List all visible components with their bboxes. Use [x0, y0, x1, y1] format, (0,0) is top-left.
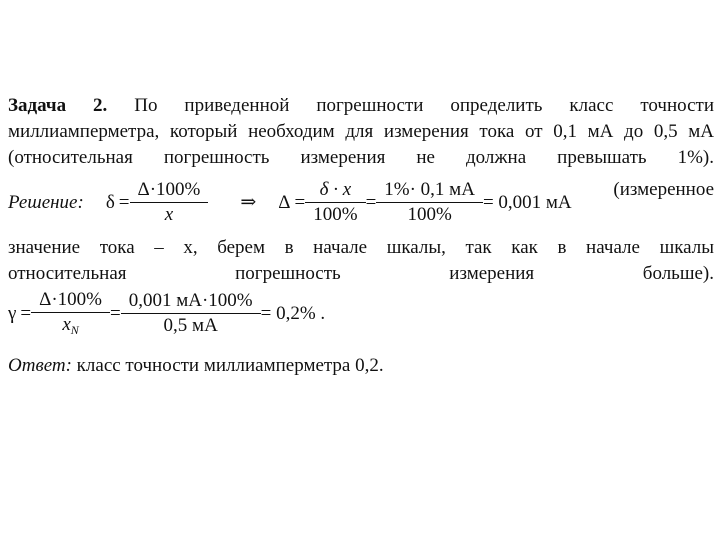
fraction-Delta-num: δ · x: [319, 179, 352, 200]
delta-result: = 0,001 мA: [482, 191, 572, 213]
task-text: По приведенной погрешности определить класс точности миллиамперметра, который необходим для измерения тока от 0,1 мА до 0,5 мА (относительная погрешность измерения не должна превышать 1%).: [8, 95, 714, 168]
delta-symbol: δ: [105, 191, 115, 213]
solution-label: Решение:: [8, 191, 84, 213]
fraction-Delta: [309, 179, 361, 226]
fraction-gamma-value-num: 0,001 мA·100%: [128, 290, 253, 311]
task-paragraph: [8, 93, 714, 171]
fraction-gamma-den-sub: N: [70, 323, 79, 337]
gamma-symbol: γ: [8, 302, 17, 324]
answer-label: Ответ:: [8, 355, 72, 376]
task-page: [8, 93, 714, 379]
fraction-delta: [134, 179, 205, 226]
fraction-value: [380, 179, 479, 226]
fraction-delta-den: x: [130, 202, 209, 226]
gamma-row: γ = $\frac{\Delta\cdot 100\%}{x_N}$ = $\frac{0,001 мA\cdot 100\%}{0,5 мA}$ = 0,2% .: [8, 289, 326, 337]
note-start: (измеренное: [613, 179, 714, 200]
fraction-gamma: [35, 289, 106, 338]
note-line-2: относительная погрешность измерения больше).: [8, 263, 714, 284]
fraction-gamma-num: Δ·100%: [39, 289, 102, 310]
fraction-gamma-den: x: [62, 314, 71, 335]
gamma-result: = 0,2% .: [260, 302, 326, 324]
task-label: Задача 2.: [8, 95, 108, 116]
fraction-Delta-den: 100%: [305, 202, 365, 226]
implies-symbol: ⇒: [240, 192, 257, 213]
solution-row-1: Решение: δ = $\frac{\Delta\cdot 100\%}{x}$ ⇒ Δ = $\frac{\delta \cdot x}{100\%}$ = $\frac{1\%\cdot 0,1 мA}{100\%}$ = 0,001 мA (измеренное: [8, 179, 714, 225]
answer-text: класс точности миллиамперметра 0,2.: [71, 355, 384, 376]
note-line-1: значение тока – x, берем в начале шкалы, так как в начале шкалы: [8, 237, 714, 258]
Delta-symbol: Δ: [278, 191, 291, 213]
fraction-gamma-value-den: 0,5 мA: [121, 313, 261, 337]
answer-paragraph: [8, 353, 714, 379]
fraction-delta-num: Δ·100%: [137, 179, 201, 200]
fraction-gamma-value: [125, 290, 257, 337]
fraction-value-num: 1%· 0,1 мA: [384, 179, 475, 200]
fraction-value-den: 100%: [376, 202, 483, 226]
